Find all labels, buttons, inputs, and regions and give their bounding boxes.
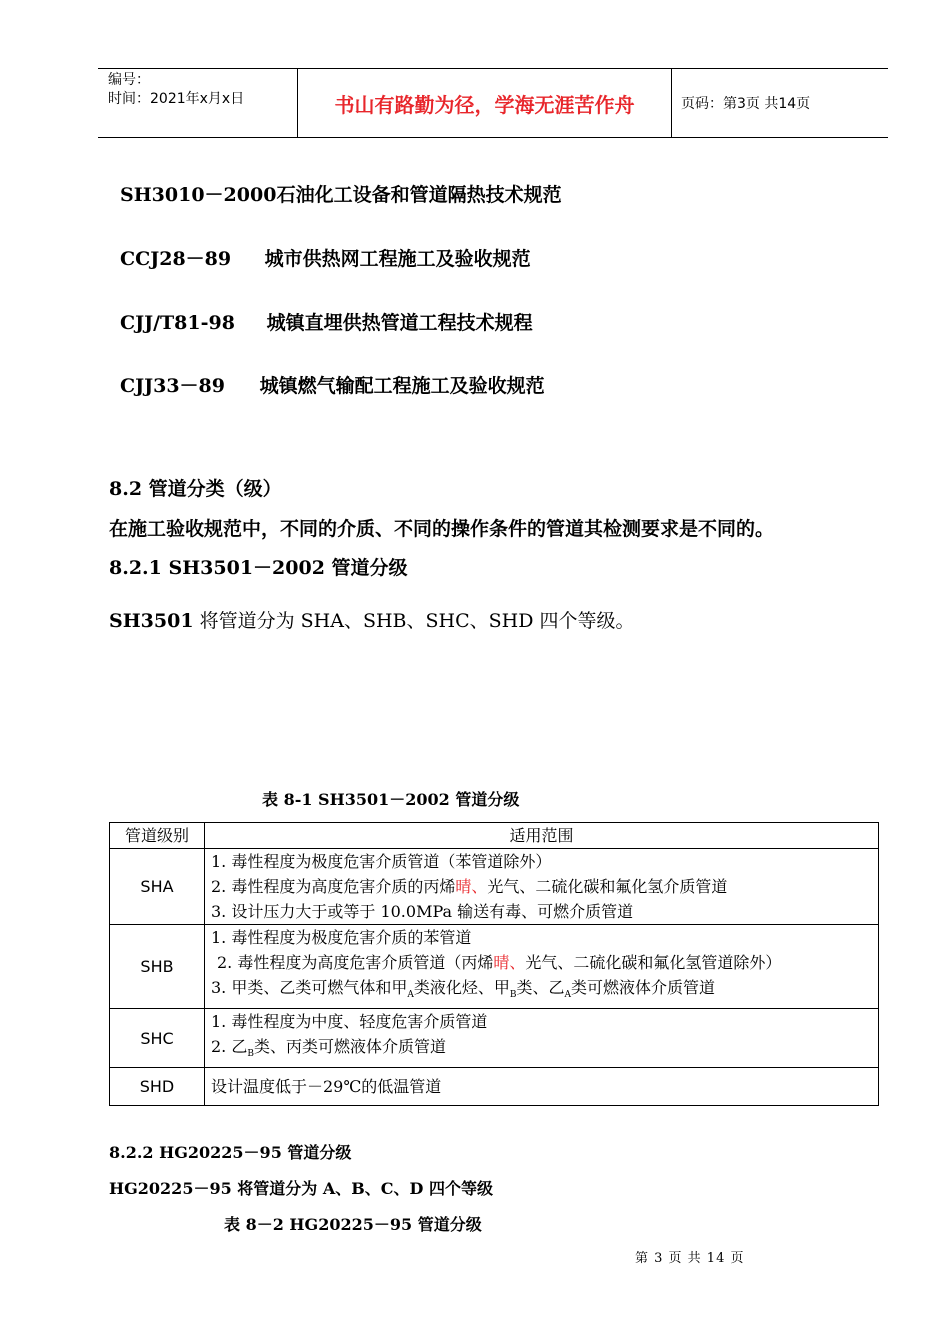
standard-title: 城镇燃气输配工程施工及验收规范 bbox=[259, 375, 545, 397]
standard-code: CCJ28－89 bbox=[120, 248, 232, 270]
page-footer: 第 3 页 共 14 页 bbox=[635, 1251, 745, 1266]
scope-text: 类、丙类可燃液体介质管道 bbox=[253, 1037, 446, 1057]
table2-caption: 表 8－2 HG20225－95 管道分级 bbox=[224, 1215, 482, 1234]
scope-text: 光气、二硫化碳和氟化氢管道除外） bbox=[525, 953, 782, 972]
scope-text: 类可燃液体介质管道 bbox=[571, 978, 716, 997]
level-shc: SHC bbox=[110, 1009, 205, 1068]
scope-shb bbox=[205, 925, 879, 1009]
scope-text: 类、乙 bbox=[516, 978, 565, 997]
scope-shd: 设计温度低于－29℃的低温管道 bbox=[205, 1068, 879, 1106]
sh3501-code: SH3501 bbox=[109, 610, 194, 632]
section-heading-8-2-1: 8.2.1 SH3501－2002 管道分级 bbox=[109, 557, 408, 579]
intro-paragraph: 在施工验收规范中，不同的介质、不同的操作条件的管道其检测要求是不同的。 bbox=[109, 518, 775, 540]
subscript: B bbox=[247, 1049, 254, 1060]
table-row bbox=[110, 1068, 879, 1106]
standard-item bbox=[120, 244, 531, 271]
standard-item bbox=[120, 371, 545, 398]
scope-line: 1. 毒性程度为中度、轻度危害介质管道 bbox=[211, 1012, 488, 1032]
table-row bbox=[110, 849, 879, 925]
sh3501-description bbox=[109, 606, 634, 633]
table-header-row bbox=[110, 823, 879, 849]
scope-text: 2. 毒性程度为高度危害介质管道（丙烯 bbox=[217, 953, 494, 972]
scope-line bbox=[211, 874, 872, 899]
scope-line: 3. 设计压力大于或等于 10.0MPa 输送有毒、可燃介质管道 bbox=[211, 902, 634, 921]
standard-code: CJJ33－89 bbox=[120, 375, 225, 397]
hg-description: HG20225－95 将管道分为 A、B、C、D 四个等级 bbox=[109, 1179, 493, 1198]
highlight-text: 晴、 bbox=[455, 877, 488, 896]
header-page-info: 页码：第3页 共14页 bbox=[681, 96, 811, 112]
subscript: B bbox=[509, 990, 517, 1001]
scope-text: 类液化烃、甲 bbox=[413, 978, 510, 997]
standard-title: 城市供热网工程施工及验收规范 bbox=[264, 248, 531, 270]
header-meta bbox=[98, 69, 298, 137]
page-header bbox=[98, 68, 888, 138]
scope-sha bbox=[205, 849, 879, 925]
header-scope: 适用范围 bbox=[205, 823, 879, 849]
table-row bbox=[110, 1009, 879, 1068]
sh3501-text: 将管道分为 SHA、SHB、SHC、SHD 四个等级。 bbox=[193, 610, 635, 632]
section-heading-8-2-2: 8.2.2 HG20225－95 管道分级 bbox=[109, 1143, 352, 1162]
scope-text: 光气、二硫化碳和氟化氢介质管道 bbox=[487, 877, 728, 896]
scope-line: 1. 毒性程度为极度危害介质管道（苯管道除外） bbox=[211, 852, 552, 871]
standard-code: CJJ/T81-98 bbox=[120, 312, 235, 334]
standard-title: 石油化工设备和管道隔热技术规范 bbox=[276, 184, 562, 206]
level-shd: SHD bbox=[110, 1068, 205, 1106]
level-sha: SHA bbox=[110, 849, 205, 925]
scope-text: 2. 乙 bbox=[211, 1037, 248, 1057]
level-shb: SHB bbox=[110, 925, 205, 1009]
scope-line bbox=[211, 975, 872, 1008]
pipe-grading-table bbox=[109, 822, 879, 1106]
scope-line: 1. 毒性程度为极度危害介质的苯管道 bbox=[211, 928, 472, 947]
standard-item bbox=[120, 180, 562, 207]
scope-text: 2. 毒性程度为高度危害介质的丙烯 bbox=[211, 877, 456, 896]
header-level: 管道级别 bbox=[110, 823, 205, 849]
subscript: A bbox=[407, 990, 414, 1001]
scope-line bbox=[211, 1034, 872, 1067]
subscript: A bbox=[564, 990, 572, 1001]
standard-code: SH3010－2000 bbox=[120, 184, 277, 206]
scope-text: 3. 甲类、乙类可燃气体和甲 bbox=[211, 978, 408, 997]
standard-item bbox=[120, 308, 533, 335]
table-caption: 表 8-1 SH3501－2002 管道分级 bbox=[262, 790, 520, 809]
header-time: 时间：2021年x月x日 bbox=[108, 91, 245, 107]
highlight-text: 晴、 bbox=[493, 953, 526, 972]
standard-title: 城镇直埋供热管道工程技术规程 bbox=[266, 312, 533, 334]
serial-label: 编号： bbox=[108, 72, 150, 88]
scope-shc bbox=[205, 1009, 879, 1068]
section-heading-8-2: 8.2 管道分类（级） bbox=[109, 478, 282, 500]
table-row bbox=[110, 925, 879, 1009]
header-motto: 书山有路勤为径，学海无涯苦作舟 bbox=[298, 69, 672, 137]
scope-line bbox=[211, 950, 872, 975]
